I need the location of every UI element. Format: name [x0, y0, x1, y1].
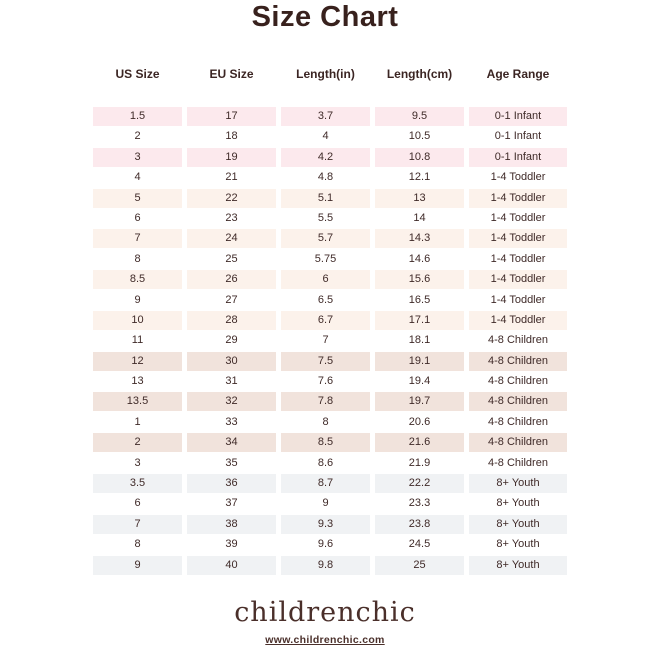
- cell-length-cm: 23.3: [408, 497, 431, 510]
- cell-eu-size: 30: [187, 352, 276, 371]
- cell-eu-size: 31: [225, 375, 238, 388]
- table-header-row: [93, 66, 567, 82]
- table-body: [93, 107, 567, 575]
- cell-length-cm: 25: [375, 556, 464, 575]
- cell-length-in: 7.5: [281, 352, 370, 371]
- cell-us-size: 1.5: [93, 107, 182, 126]
- cell-age-range: 8+ Youth: [496, 538, 540, 551]
- table-row: [93, 189, 567, 208]
- cell-length-cm: 19.1: [375, 352, 464, 371]
- cell-us-size: 4: [134, 171, 141, 184]
- table-row: [93, 433, 567, 452]
- table-row: [93, 494, 567, 513]
- cell-eu-size: 21: [225, 171, 238, 184]
- cell-age-range: 0-1 Infant: [494, 130, 542, 143]
- cell-age-range: 0-1 Infant: [469, 148, 567, 167]
- cell-length-cm: 14.3: [375, 229, 464, 248]
- cell-length-cm: 16.5: [408, 293, 431, 306]
- table-row: [93, 209, 567, 228]
- cell-length-cm: 20.6: [408, 415, 431, 428]
- cell-eu-size: 39: [225, 538, 238, 551]
- cell-eu-size: 34: [187, 433, 276, 452]
- cell-length-in: 4.8: [317, 171, 334, 184]
- cell-length-cm: 24.5: [408, 538, 431, 551]
- cell-age-range: 8+ Youth: [469, 515, 567, 534]
- cell-eu-size: 22: [187, 189, 276, 208]
- table-row: [93, 168, 567, 187]
- table-row: [93, 107, 567, 126]
- cell-length-cm: 14: [413, 211, 426, 224]
- cell-eu-size: 17: [187, 107, 276, 126]
- cell-us-size: 12: [93, 352, 182, 371]
- cell-age-range: 1-4 Toddler: [469, 270, 567, 289]
- page-title: Size Chart: [251, 1, 399, 33]
- cell-us-size: 5: [93, 189, 182, 208]
- cell-length-in: 4: [322, 130, 329, 143]
- table-row: [93, 454, 567, 473]
- cell-eu-size: 40: [187, 556, 276, 575]
- cell-length-in: 7.8: [281, 392, 370, 411]
- cell-length-in: 8.7: [281, 474, 370, 493]
- cell-eu-size: 38: [187, 515, 276, 534]
- table-row: [93, 229, 567, 248]
- table-row: [93, 127, 567, 146]
- cell-us-size: 8.5: [93, 270, 182, 289]
- cell-us-size: 13.5: [93, 392, 182, 411]
- cell-age-range: 8+ Youth: [496, 497, 540, 510]
- table-row: [93, 535, 567, 554]
- table-row: [93, 291, 567, 310]
- cell-age-range: 1-4 Toddler: [490, 171, 546, 184]
- cell-length-cm: 22.2: [375, 474, 464, 493]
- cell-eu-size: 18: [225, 130, 238, 143]
- cell-us-size: 2: [134, 130, 141, 143]
- cell-age-range: 4-8 Children: [488, 375, 548, 388]
- cell-eu-size: 26: [187, 270, 276, 289]
- table-row: [93, 556, 567, 575]
- cell-us-size: 9: [134, 293, 141, 306]
- cell-age-range: 8+ Youth: [469, 474, 567, 493]
- cell-us-size: 7: [93, 515, 182, 534]
- cell-eu-size: 37: [225, 497, 238, 510]
- cell-age-range: 1-4 Toddler: [490, 252, 546, 265]
- cell-length-cm: 10.5: [408, 130, 431, 143]
- cell-length-cm: 19.4: [408, 375, 431, 388]
- cell-age-range: 4-8 Children: [469, 433, 567, 452]
- cell-us-size: 2: [93, 433, 182, 452]
- website-link[interactable]: www.childrenchic.com: [265, 634, 385, 646]
- table-row: [93, 270, 567, 289]
- cell-age-range: 4-8 Children: [469, 392, 567, 411]
- table-row: [93, 311, 567, 330]
- cell-eu-size: 19: [187, 148, 276, 167]
- header-age-range: Age Range: [486, 67, 550, 81]
- cell-us-size: 9: [93, 556, 182, 575]
- table-row: [93, 148, 567, 167]
- cell-us-size: 11: [131, 334, 144, 347]
- cell-age-range: 1-4 Toddler: [490, 293, 546, 306]
- cell-us-size: 3.5: [93, 474, 182, 493]
- table-row: [93, 331, 567, 350]
- table-row: [93, 474, 567, 493]
- cell-length-in: 7: [322, 334, 329, 347]
- cell-age-range: 0-1 Infant: [469, 107, 567, 126]
- header-us-size: US Size: [115, 67, 160, 81]
- cell-length-in: 6.7: [281, 311, 370, 330]
- cell-length-cm: 21.6: [375, 433, 464, 452]
- cell-us-size: 1: [134, 415, 141, 428]
- cell-age-range: 4-8 Children: [469, 352, 567, 371]
- cell-length-in: 8.5: [281, 433, 370, 452]
- cell-age-range: 4-8 Children: [488, 456, 548, 469]
- cell-us-size: 7: [93, 229, 182, 248]
- cell-length-in: 9.3: [281, 515, 370, 534]
- cell-length-cm: 13: [375, 189, 464, 208]
- cell-age-range: 1-4 Toddler: [490, 211, 546, 224]
- cell-age-range: 4-8 Children: [488, 334, 548, 347]
- table-row: [93, 392, 567, 411]
- header-eu-size: EU Size: [209, 67, 254, 81]
- cell-length-cm: 10.8: [375, 148, 464, 167]
- cell-us-size: 6: [134, 497, 141, 510]
- cell-length-in: 5.5: [317, 211, 334, 224]
- cell-length-cm: 15.6: [375, 270, 464, 289]
- cell-length-in: 3.7: [281, 107, 370, 126]
- cell-us-size: 13: [131, 375, 144, 388]
- cell-eu-size: 33: [225, 415, 238, 428]
- cell-eu-size: 23: [225, 211, 238, 224]
- table-row: [93, 372, 567, 391]
- header-length-cm: Length(cm): [386, 67, 453, 81]
- table-row: [93, 352, 567, 371]
- cell-length-in: 7.6: [317, 375, 334, 388]
- cell-length-cm: 18.1: [408, 334, 431, 347]
- cell-eu-size: 25: [225, 252, 238, 265]
- cell-eu-size: 35: [225, 456, 238, 469]
- cell-length-cm: 14.6: [408, 252, 431, 265]
- size-table: [93, 66, 567, 576]
- cell-length-in: 9.6: [317, 538, 334, 551]
- cell-length-cm: 17.1: [375, 311, 464, 330]
- cell-length-in: 5.7: [281, 229, 370, 248]
- cell-us-size: 8: [134, 538, 141, 551]
- table-row: [93, 250, 567, 269]
- cell-eu-size: 28: [187, 311, 276, 330]
- cell-eu-size: 29: [225, 334, 238, 347]
- cell-eu-size: 27: [225, 293, 238, 306]
- cell-length-in: 6: [281, 270, 370, 289]
- cell-age-range: 8+ Youth: [469, 556, 567, 575]
- cell-age-range: 4-8 Children: [488, 415, 548, 428]
- cell-length-in: 9: [322, 497, 329, 510]
- cell-eu-size: 32: [187, 392, 276, 411]
- cell-us-size: 10: [93, 311, 182, 330]
- cell-length-in: 8.6: [317, 456, 334, 469]
- cell-age-range: 1-4 Toddler: [469, 189, 567, 208]
- cell-length-cm: 19.7: [375, 392, 464, 411]
- cell-us-size: 8: [134, 252, 141, 265]
- cell-length-in: 9.8: [281, 556, 370, 575]
- cell-length-cm: 12.1: [408, 171, 431, 184]
- header-length-in: Length(in): [296, 67, 355, 81]
- cell-length-in: 5.75: [314, 252, 337, 265]
- table-row: [93, 413, 567, 432]
- cell-length-in: 5.1: [281, 189, 370, 208]
- brand-logo: childrenchic: [234, 597, 416, 628]
- cell-length-cm: 23.8: [375, 515, 464, 534]
- cell-us-size: 3: [134, 456, 141, 469]
- cell-length-cm: 9.5: [375, 107, 464, 126]
- cell-length-in: 6.5: [317, 293, 334, 306]
- cell-eu-size: 24: [187, 229, 276, 248]
- cell-age-range: 1-4 Toddler: [469, 229, 567, 248]
- cell-eu-size: 36: [187, 474, 276, 493]
- table-row: [93, 515, 567, 534]
- cell-length-in: 4.2: [281, 148, 370, 167]
- cell-us-size: 3: [93, 148, 182, 167]
- cell-length-in: 8: [322, 415, 329, 428]
- cell-us-size: 6: [134, 211, 141, 224]
- cell-length-cm: 21.9: [408, 456, 431, 469]
- cell-age-range: 1-4 Toddler: [469, 311, 567, 330]
